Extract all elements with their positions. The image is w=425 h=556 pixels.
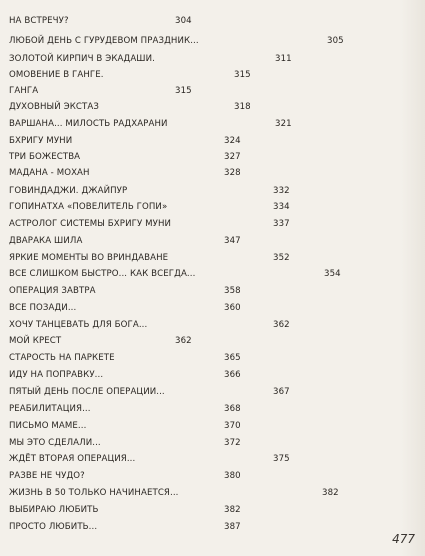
toc-entry-title: ТРИ БОЖЕСТВА [9,152,81,162]
toc-entry-page-number: 375 [273,454,290,464]
toc-entry-page-number: 354 [324,269,341,279]
toc-entry-title: МАДАНА - МОХАН [9,168,90,178]
toc-entry-page-number: 362 [175,336,192,346]
toc-entry-page-number: 327 [224,152,241,162]
toc-entry [9,452,329,466]
toc-entry-title: ДВАРАКА ШИЛА [9,236,83,246]
toc-entry-page-number: 367 [273,387,290,397]
toc-entry-title: ВСЕ ПОЗАДИ... [9,303,77,313]
toc-entry-page-number: 318 [234,102,251,112]
toc-entry-page-number: 382 [224,505,241,515]
toc-entry-title: ЖДЁТ ВТОРАЯ ОПЕРАЦИЯ... [9,454,136,464]
toc-entry-page-number: 334 [273,202,290,212]
toc-entry [9,436,329,450]
toc-entry-title: ВАРШАНА... МИЛОСТЬ РАДХАРАНИ [9,119,168,129]
toc-entry-title: ВСЕ СЛИШКОМ БЫСТРО... КАК ВСЕГДА... [9,269,196,279]
toc-entry-title: ГОВИНДАДЖИ. ДЖАЙПУР [9,186,128,196]
toc-entry [9,200,329,214]
toc-entry-page-number: 328 [224,168,241,178]
toc-entry-title: БХРИГУ МУНИ [9,136,73,146]
toc-entry-title: РЕАБИЛИТАЦИЯ... [9,404,91,414]
toc-entry-title: ЯРКИЕ МОМЕНТЫ ВО ВРИНДАВАНЕ [9,253,169,263]
toc-entry [9,117,329,131]
toc-entry [9,402,329,416]
toc-entry-title: ЖИЗНЬ В 50 ТОЛЬКО НАЧИНАЕТСЯ... [9,488,179,498]
toc-entry-title: ПИСЬМО МАМЕ... [9,421,87,431]
toc-entry [9,184,329,198]
toc-entry-title: ДУХОВНЫЙ ЭКСТАЗ [9,102,99,112]
toc-entry-page-number: 358 [224,286,241,296]
toc-entry-title: МОЙ КРЕСТ [9,336,62,346]
toc-entry-page-number: 370 [224,421,241,431]
toc-entry [9,318,329,332]
toc-entry-page-number: 360 [224,303,241,313]
toc-entry [9,503,329,517]
toc-entry [9,469,329,483]
toc-entry-page-number: 315 [234,70,251,80]
page-number: 477 [392,532,415,546]
toc-entry-title: НА ВСТРЕЧУ? [9,16,69,26]
toc-entry-page-number: 304 [175,16,192,26]
toc-entry-title: ГОПИНАТХА «ПОВЕЛИТЕЛЬ ГОПИ» [9,202,168,212]
toc-entry-page-number: 332 [273,186,290,196]
toc-entry [9,368,329,382]
toc-entry [9,150,329,164]
toc-entry-title: МЫ ЭТО СДЕЛАЛИ... [9,438,101,448]
toc-entry-title: ПЯТЫЙ ДЕНЬ ПОСЛЕ ОПЕРАЦИИ... [9,387,165,397]
toc-entry-page-number: 352 [273,253,290,263]
toc-entry-page-number: 305 [327,36,344,46]
toc-entry [9,84,329,98]
toc-entry-page-number: 347 [224,236,241,246]
toc-entry-page-number: 324 [224,136,241,146]
toc-entry-page-number: 337 [273,219,290,229]
toc-entry-title: СТАРОСТЬ НА ПАРКЕТЕ [9,353,115,363]
toc-entry-page-number: 382 [322,488,339,498]
toc-entry [9,385,329,399]
toc-entry [9,301,329,315]
toc-entry-title: ГАНГА [9,86,39,96]
toc-entry-page-number: 366 [224,370,241,380]
toc-entry-page-number: 311 [275,54,292,64]
toc-entry-title: ХОЧУ ТАНЦЕВАТЬ ДЛЯ БОГА... [9,320,148,330]
toc-entry [9,419,329,433]
toc-entry [9,52,329,66]
toc-entry-page-number: 380 [224,471,241,481]
toc-entry [9,217,329,231]
toc-entry [9,134,329,148]
toc-entry-title: ОМОВЕНИЕ В ГАНГЕ. [9,70,104,80]
toc-entry-page-number: 315 [175,86,192,96]
toc-entry [9,267,341,281]
toc-entry [9,14,329,28]
toc-entry-title: ОПЕРАЦИЯ ЗАВТРА [9,286,96,296]
toc-entry-title: ИДУ НА ПОПРАВКУ... [9,370,104,380]
toc-entry-title: РАЗВЕ НЕ ЧУДО? [9,471,85,481]
toc-entry [9,34,344,48]
toc-entry-page-number: 387 [224,522,241,532]
toc-entry-title: АСТРОЛОГ СИСТЕМЫ БХРИГУ МУНИ [9,219,172,229]
toc-entry-page-number: 321 [275,119,292,129]
toc-entry [9,251,329,265]
toc-entry-page-number: 368 [224,404,241,414]
toc-entry-page-number: 372 [224,438,241,448]
toc-entry [9,520,329,534]
toc-entry [9,100,329,114]
toc-entry [9,351,329,365]
toc-entry-page-number: 365 [224,353,241,363]
toc-entry [9,166,329,180]
toc-entry [9,234,329,248]
toc-entry-title: ПРОСТО ЛЮБИТЬ... [9,522,98,532]
toc-entry [9,68,329,82]
toc-entry-title: ЛЮБОЙ ДЕНЬ С ГУРУДЕВОМ ПРАЗДНИК... [9,36,199,46]
toc-entry [9,486,339,500]
toc-entry [9,334,329,348]
toc-entry-page-number: 362 [273,320,290,330]
toc-entry-title: ЗОЛОТОЙ КИРПИЧ В ЭКАДАШИ. [9,54,155,64]
toc-entry-title: ВЫБИРАЮ ЛЮБИТЬ [9,505,99,515]
toc-entry [9,284,329,298]
